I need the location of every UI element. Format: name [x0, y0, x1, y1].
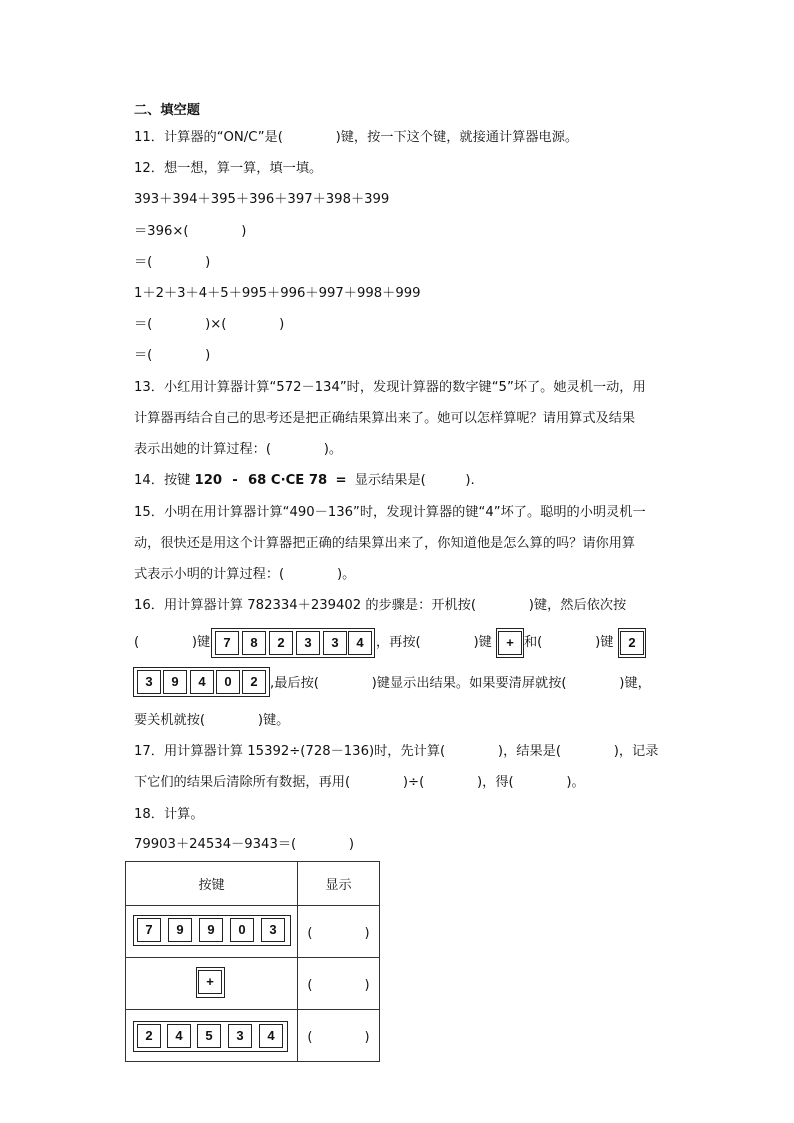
calc-key: 2	[269, 631, 293, 655]
question-15-line-2: 动，很快还是用这个计算器把正确的结果算出来了，你知道他是怎么算的吗？请你用算	[134, 536, 636, 551]
calc-key: 3	[323, 631, 347, 655]
calc-key: 9	[168, 918, 192, 942]
calc-key: 4	[167, 1024, 191, 1048]
question-16-line-1: 16．用计算器计算 782334＋239402 的步骤是：开机按( )键，然后依次按	[134, 598, 627, 613]
question-14-key-equals: =	[335, 473, 347, 488]
question-17-line-1: 17．用计算器计算 15392÷(728－136)时，先计算( )，结果是( )，记录	[134, 744, 659, 759]
question-12-line-5: ＝( )×( )	[134, 317, 285, 332]
question-12-line-1: 393＋394＋395＋396＋397＋398＋399	[134, 192, 390, 207]
row-1-display: ( )	[298, 906, 380, 958]
calc-key: 2	[137, 1024, 161, 1048]
question-14-key-minus: -	[232, 473, 238, 488]
key-row-79903	[133, 915, 291, 946]
question-14-key-120: 120	[194, 473, 223, 488]
calc-key: 3	[261, 918, 285, 942]
question-13-line-2: 计算器再结合自己的思考还是把正确结果算出来了。她可以怎样算呢？请用算式及结果	[134, 411, 636, 426]
question-16-line-2b: ，再按( )键	[376, 635, 492, 650]
table-row	[126, 1010, 380, 1062]
calc-key: 5	[197, 1024, 221, 1048]
table-header-row	[126, 862, 380, 906]
calc-key-plus: +	[498, 631, 522, 655]
calc-key: 0	[230, 918, 254, 942]
question-12-title: 12．想一想，算一算，填一填。	[134, 161, 323, 176]
calc-key: 3	[137, 670, 161, 694]
row-3-keys	[126, 1010, 298, 1062]
table-row	[126, 906, 380, 958]
calc-key: 4	[259, 1024, 283, 1048]
header-display: 显示	[298, 862, 380, 906]
question-13-line-3: 表示出她的计算过程：( )。	[134, 442, 343, 457]
calc-key: 2	[620, 631, 644, 655]
row-3-display: ( )	[298, 1010, 380, 1062]
question-17-line-2: 下它们的结果后清除所有数据，再用( )÷( )，得( )。	[134, 775, 585, 790]
table-row	[126, 958, 380, 1010]
question-14-prefix: 14．按键	[134, 473, 191, 488]
question-12-line-4: 1＋2＋3＋4＋5＋995＋996＋997＋998＋999	[134, 286, 421, 301]
question-18-title: 18．计算。	[134, 807, 204, 822]
calc-key: 7	[215, 631, 239, 655]
calc-key: 3	[296, 631, 320, 655]
key-row-plus-2	[196, 967, 225, 998]
calc-key: 4	[190, 670, 214, 694]
question-16-line-2a: ( )键	[134, 635, 211, 650]
section-title: 二、填空题	[134, 103, 200, 118]
question-11: 11．计算器的“ON/C”是( )键，按一下这个键，就接通计算器电源。	[134, 130, 579, 145]
key-row-24534	[133, 1021, 288, 1052]
calc-key: 2	[242, 670, 266, 694]
key-row-782334	[211, 628, 375, 658]
question-15-line-1: 15．小明在用计算器计算“490－136”时，发现计算器的键“4”坏了。聪明的小明灵机一	[134, 505, 646, 520]
calc-key: 0	[216, 670, 240, 694]
question-18-expression: 79903＋24534－9343＝( )	[134, 837, 355, 852]
question-14-key-sequence: 68 C·CE 78	[247, 473, 328, 488]
calc-key: 9	[163, 670, 187, 694]
calc-key: 8	[242, 631, 266, 655]
calc-key-plus: +	[198, 970, 222, 994]
key-row-39402	[133, 667, 270, 697]
row-2-display: ( )	[298, 958, 380, 1010]
question-16-line-3: ,最后按( )键显示出结果。如果要清屏就按( )键，	[270, 676, 651, 691]
question-15-line-3: 式表示小明的计算过程：( )。	[134, 567, 356, 582]
keypress-table	[125, 861, 380, 1062]
calc-key: 4	[348, 631, 372, 655]
question-13-line-1: 13．小红用计算器计算“572－134”时，发现计算器的数字键“5”坏了。她灵机一动，用	[134, 380, 646, 395]
key-row-2	[618, 628, 646, 658]
question-16-line-4: 要关机就按( )键。	[134, 713, 290, 728]
calc-key: 3	[228, 1024, 252, 1048]
row-2-keys	[126, 958, 298, 1010]
key-row-plus	[496, 628, 524, 658]
calc-key: 9	[199, 918, 223, 942]
header-keys: 按键	[126, 862, 298, 906]
question-14	[134, 472, 475, 490]
question-14-suffix: 显示结果是( ).	[354, 473, 475, 488]
question-12-line-6: ＝( )	[134, 348, 211, 363]
question-16-line-2c: 和( )键	[524, 635, 614, 650]
question-12-line-3: ＝( )	[134, 255, 211, 270]
row-1-keys	[126, 906, 298, 958]
question-12-line-2: ＝396×( )	[134, 224, 247, 239]
calc-key: 7	[137, 918, 161, 942]
